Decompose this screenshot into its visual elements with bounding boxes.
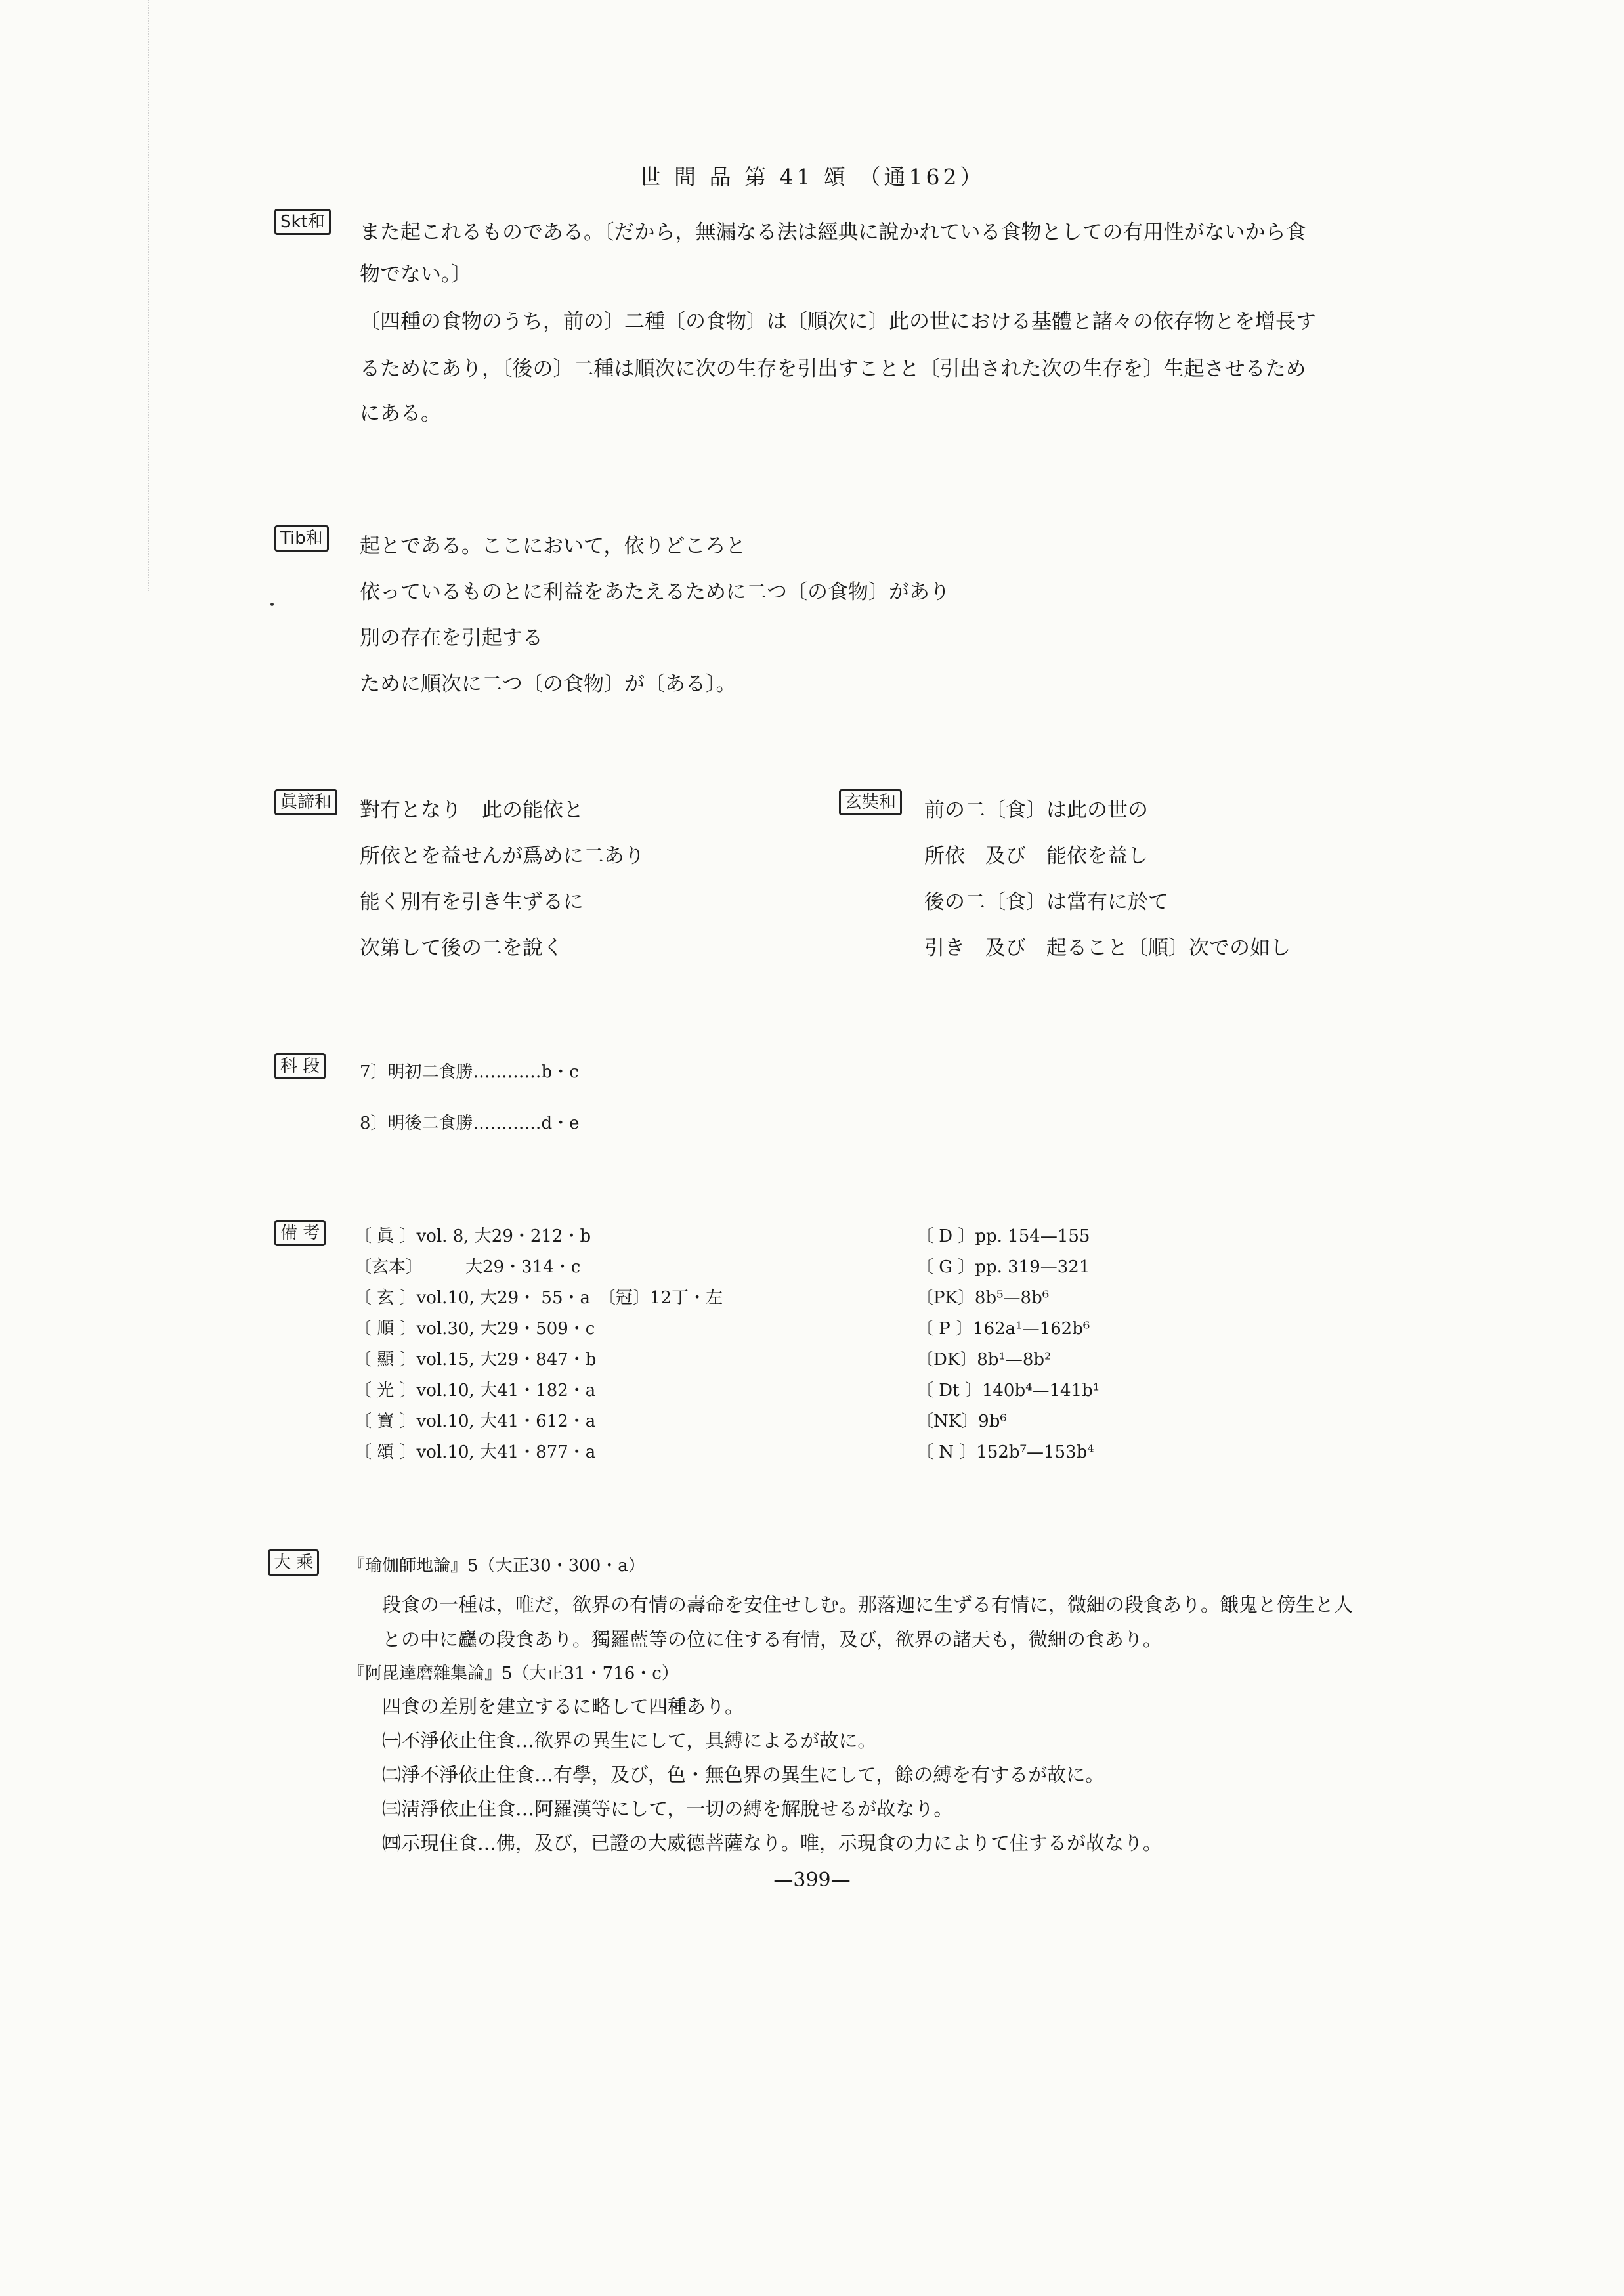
- daijo-text-line: 段食の一種は，唯だ，欲界の有情の壽命を安住せしむ。那落迦に生ずる有情に，微細の段食あり。餓鬼と傍生と人: [382, 1593, 1354, 1616]
- biko-right-line: 〔DK〕8b¹—8b²: [916, 1350, 1052, 1370]
- tib-line: ために順次に二つ〔の食物〕が〔ある〕。: [360, 672, 737, 696]
- skt-line: るためにあり，〔後の〕二種は順次に次の生存を引出すことと〔引出された次の生存を〕生起させるため: [360, 357, 1306, 381]
- tib-line: 別の存在を引起する: [360, 626, 543, 650]
- shindai-line: 對有となり 此の能依と: [360, 798, 584, 822]
- daijo-label: 大 乘: [268, 1549, 319, 1576]
- biko-right-line: 〔 D 〕pp. 154—155: [916, 1226, 1090, 1246]
- biko-left-line: 〔 頌 〕vol.10, 大41・877・a: [354, 1442, 596, 1462]
- kadan-label: 科 段: [274, 1053, 326, 1079]
- genjo-line: 所依 及び 能依を益し: [924, 844, 1148, 868]
- daijo-reference: 『瑜伽師地論』5（大正30・300・a）: [348, 1556, 645, 1576]
- genjo-line: 前の二〔食〕は此の世の: [924, 798, 1148, 822]
- daijo-text-line: 四食の差別を建立するに略して四種あり。: [382, 1695, 744, 1718]
- scan-speck: [270, 603, 274, 606]
- kadan-line: 8〕明後二食勝…………d・e: [360, 1114, 580, 1133]
- skt-line: にある。: [360, 402, 441, 425]
- page-title: 世 間 品 第 41 頌 （通162）: [639, 164, 985, 190]
- biko-left-line: 〔 光 〕vol.10, 大41・182・a: [354, 1381, 596, 1400]
- genjo-label: 玄奘和: [839, 789, 902, 815]
- skt-label: Skt和: [274, 209, 331, 235]
- shindai-label: 眞諦和: [274, 789, 337, 815]
- tib-line: 依っているものとに利益をあたえるために二つ〔の食物〕があり: [360, 580, 950, 604]
- daijo-text-line: との中に麤の段食あり。獨羅藍等の位に住する有情，及び，欲界の諸天も，微細の食あり。: [382, 1628, 1162, 1651]
- page-number: —399—: [773, 1869, 851, 1892]
- biko-right-line: 〔 Dt 〕140b⁴—141b¹: [916, 1381, 1100, 1400]
- biko-left-line: 〔 顯 〕vol.15, 大29・847・b: [354, 1350, 597, 1370]
- shindai-line: 所依とを益せんが爲めに二あり: [360, 844, 645, 868]
- shindai-line: 次第して後の二を說く: [360, 936, 563, 960]
- biko-left-line: 〔 眞 〕vol. 8, 大29・212・b: [354, 1226, 591, 1246]
- biko-right-line: 〔 G 〕pp. 319—321: [916, 1257, 1090, 1277]
- kadan-line: 7〕明初二食勝…………b・c: [360, 1062, 579, 1082]
- daijo-text-line: ㈣示現住食…佛，及び，已證の大威德菩薩なり。唯，示現食の力によりて住するが故なり。: [382, 1832, 1162, 1854]
- biko-left-line: 〔 玄 〕vol.10, 大29・ 55・a 〔冠〕12丁・左: [354, 1288, 723, 1308]
- biko-right-line: 〔 P 〕162a¹—162b⁶: [916, 1319, 1090, 1339]
- daijo-reference: 『阿毘達磨雜集論』5（大正31・716・c）: [348, 1664, 679, 1683]
- genjo-line: 後の二〔食〕は當有に於て: [924, 890, 1168, 914]
- biko-right-line: 〔NK〕9b⁶: [916, 1412, 1007, 1431]
- biko-right-line: 〔PK〕8b⁵—8b⁶: [916, 1288, 1050, 1308]
- skt-line: 物でない。〕: [360, 263, 472, 286]
- shindai-line: 能く別有を引き生ずるに: [360, 890, 584, 914]
- daijo-text-line: ㈠不淨依止住食…欲界の異生にして，具縛によるが故に。: [382, 1729, 877, 1752]
- biko-left-line: 〔 順 〕vol.30, 大29・509・c: [354, 1319, 595, 1339]
- tib-line: 起とである。ここにおいて，依りどころと: [360, 534, 746, 558]
- biko-left-line: 〔玄本〕 大29・314・c: [354, 1257, 581, 1277]
- genjo-line: 引き 及び 起ること〔順〕次での如し: [924, 936, 1291, 960]
- daijo-text-line: ㈢淸淨依止住食…阿羅漢等にして，一切の縛を解脫せるが故なり。: [382, 1798, 953, 1820]
- biko-label: 備 考: [274, 1220, 326, 1246]
- daijo-text-line: ㈡淨不淨依止住食…有學，及び，色・無色界の異生にして，餘の縛を有するが故に。: [382, 1764, 1105, 1786]
- tib-label: Tib和: [274, 525, 329, 552]
- skt-line: 〔四種の食物のうち，前の〕二種〔の食物〕は〔順次に〕此の世における基體と諸々の依存物とを增長す: [360, 310, 1316, 334]
- biko-right-line: 〔 N 〕152b⁷—153b⁴: [916, 1442, 1094, 1462]
- skt-line: また起これるものである。〔だから，無漏なる法は經典に說かれている食物としての有用性がないから食: [360, 221, 1306, 244]
- biko-left-line: 〔 寶 〕vol.10, 大41・612・a: [354, 1412, 596, 1431]
- scan-margin-artifact: [148, 0, 153, 591]
